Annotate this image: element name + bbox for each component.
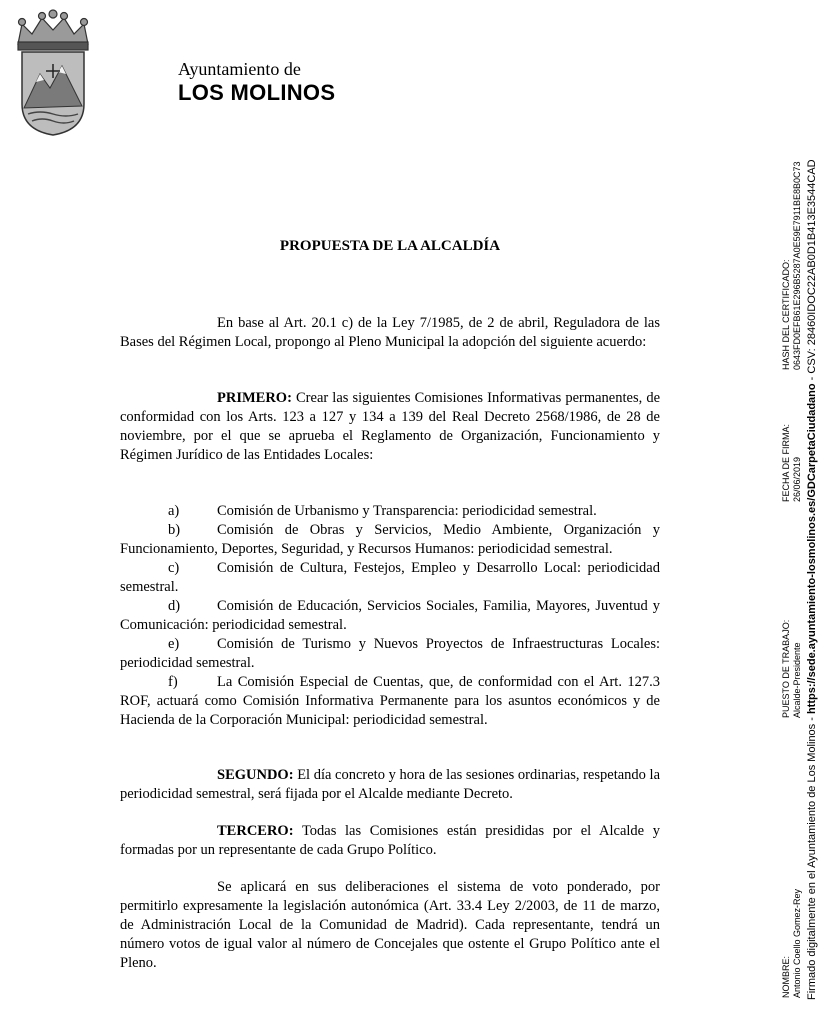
tercero-text: Todas las Comisiones están presididas por el Alcalde y formadas por un representante de cada Grupo Político. <box>120 823 660 858</box>
signature-hash <box>781 162 803 371</box>
hash-label: HASH DEL CERTIFICADO: <box>781 259 791 370</box>
tercero-label: TERCERO: <box>217 823 294 839</box>
list-item-text: Comisión de Educación, Servicios Sociales, Familia, Mayores, Juventud y Comunicación: periodicidad semestral. <box>120 598 660 633</box>
footer-url-link[interactable]: https://sede.ayuntamiento-losmolinos.es/GDCarpetaCiudadano <box>806 383 818 715</box>
intro-paragraph <box>120 314 660 352</box>
document-title: PROPUESTA DE LA ALCALDÍA <box>279 238 501 254</box>
crown-icon <box>18 10 88 50</box>
list-item-label: b) <box>168 522 181 538</box>
nombre-label: NOMBRE: <box>781 955 791 998</box>
organization-name <box>178 58 335 106</box>
list-item-label: c) <box>168 560 180 576</box>
list-item-text: Comisión de Obras y Servicios, Medio Ambiente, Organización y Funcionamiento, Deportes, Seguridad, y Recursos Humanos: periodicidad semestral. <box>120 522 660 557</box>
list-item-label: f) <box>168 674 178 690</box>
commissions-list <box>120 502 660 730</box>
signature-fecha <box>781 424 803 502</box>
signature-puesto <box>781 620 803 718</box>
segundo-label: SEGUNDO: <box>217 767 294 783</box>
nombre-value: Antonio Coello Gomez-Rey <box>792 888 802 998</box>
list-item-label: e) <box>168 636 180 652</box>
list-item <box>120 597 660 635</box>
segundo-text: El día concreto y hora de las sesiones ordinarias, respetando la periodicidad semestral, será fijada por el Alcalde mediante Decreto. <box>120 767 661 802</box>
footer-csv: - CSV: 28460IDOC22AB0D1B413E3544CAD <box>806 159 818 384</box>
primero-label: PRIMERO: <box>217 390 292 406</box>
list-item-label: d) <box>168 598 181 614</box>
primero-text: Crear las siguientes Comisiones Informativas permanentes, de conformidad con los Arts. 123 a 127 y 134 a 139 del Real Decreto 2568/1986, de 28 de noviembre, por el que se aprueba el Reglamento de Organización, Funcionamiento y Régimen Jurídico de las Entidades Locales: <box>120 390 660 463</box>
list-item <box>120 559 660 597</box>
intro-text: En base al Art. 20.1 c) de la Ley 7/1985, de 2 de abril, Reguladora de las Bases del Régimen Local, propongo al Pleno Municipal la adopción del siguiente acuerdo: <box>120 315 660 350</box>
org-line-los-molinos: LOS MOLINOS <box>178 80 336 105</box>
fecha-label: FECHA DE FIRMA: <box>781 423 791 502</box>
puesto-label: PUESTO DE TRABAJO: <box>781 619 791 718</box>
fecha-value: 26/06/2019 <box>792 456 802 502</box>
signature-nombre <box>781 889 803 998</box>
coat-of-arms-logo <box>10 8 96 138</box>
closing-paragraph <box>120 878 660 973</box>
puesto-value: Alcalde-Presidente <box>792 642 802 718</box>
hash-value: 0643FD0EFB61E296B5287A0E59E7911BE8B0C73 <box>792 161 802 370</box>
list-item-text: Comisión de Cultura, Festejos, Empleo y Desarrollo Local: periodicidad semestral. <box>120 560 660 595</box>
list-item <box>120 673 660 730</box>
tercero-paragraph <box>120 822 660 860</box>
list-item-text: Comisión de Turismo y Nuevos Proyectos de Infraestructuras Locales: periodicidad semestral. <box>120 636 660 671</box>
footer-prefix: Firmado digitalmente en el Ayuntamiento de Los Molinos - <box>806 714 818 1000</box>
list-item-label: a) <box>168 503 180 519</box>
segundo-paragraph <box>120 766 660 804</box>
signature-footer <box>806 159 819 1000</box>
list-item-text: La Comisión Especial de Cuentas, que, de conformidad con el Art. 127.3 ROF, actuará como Comisión Informativa Permanente para los asuntos económicos y de Hacienda de la Corporación Municipal: periodicidad semestral. <box>120 674 660 728</box>
list-item <box>120 521 660 559</box>
list-item-text: Comisión de Urbanismo y Transparencia: periodicidad semestral. <box>217 503 597 519</box>
list-item <box>120 502 660 521</box>
list-item <box>120 635 660 673</box>
primero-paragraph <box>120 389 660 465</box>
closing-text: Se aplicará en sus deliberaciones el sistema de voto ponderado, por permitirlo expresamente la legislación autonómica (Art. 33.4 Ley 2/2003, de 11 de marzo, de Administración Local de la Comunidad de Madrid). Cada representante, tendrá un número votos de igual valor al número de Concejales que ostente el Grupo Político ante el Pleno. <box>120 879 660 971</box>
org-line-ayuntamiento: Ayuntamiento de <box>178 59 301 79</box>
